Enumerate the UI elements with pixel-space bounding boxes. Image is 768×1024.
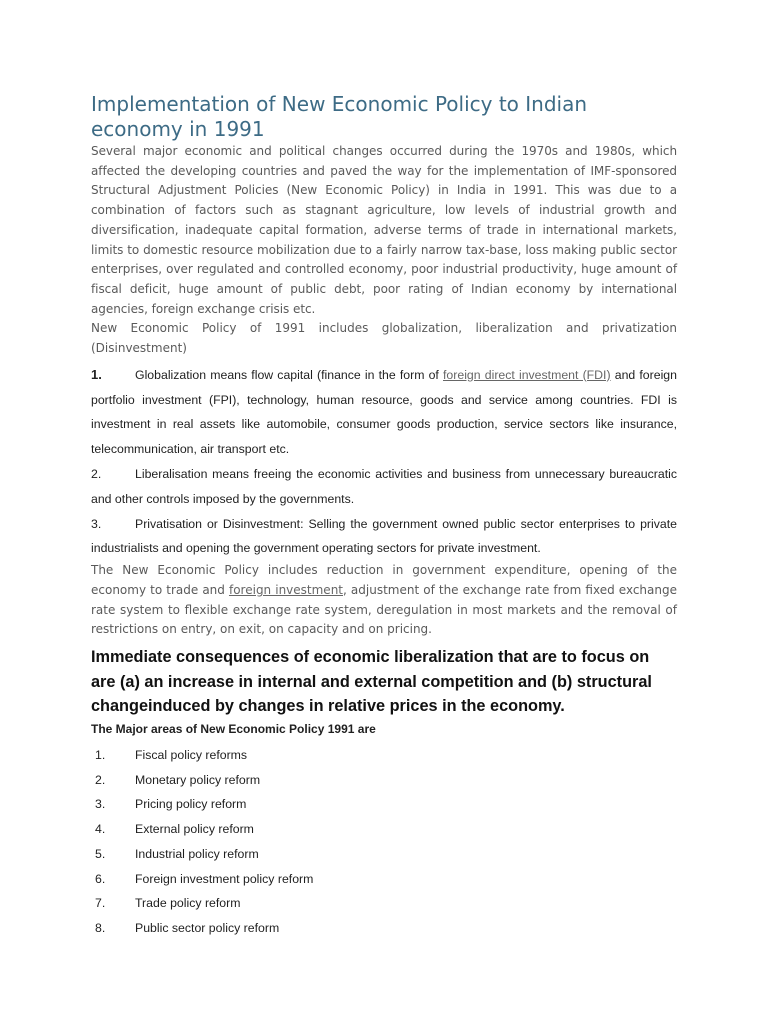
list-number: 6. [95,871,106,886]
list-number: 5. [95,846,106,861]
list-item-label: Trade policy reform [135,896,241,911]
article-body [91,92,677,941]
list-number: 7. [95,896,106,911]
list-item [91,462,677,512]
list-item-text: and foreign portfolio investment (FPI), technology, human resource, goods and service among countries. FDI is investment in real assets like automobile, consumer goods production, service sectors like insurance, telecommunication, air transport etc. [91,367,677,457]
policy-text: , adjustment of the exchange rate from fixed exchange rate system to flexible exchange rate system, deregulation in most markets and the removal of restrictions on entry, on exit, on capacity and on pricing. [91,582,677,637]
list-item [91,817,677,842]
list-item [91,792,677,817]
intro-paragraph: Several major economic and political changes occurred during the 1970s and 1980s, which affected the developing countries and paved the way for the implementation of IMF-sponsored Structural Adjustment Policies (New Economic Policy) in India in 1991. This was due to a combination of factors such as stagnant agriculture, low levels of industrial growth and diversification, inadequate capital formation, adverse terms of trade in international markets, limits to domestic resource mobilization due to a fairly narrow tax-base, loss making public sector enterprises, over regulated and controlled economy, poor industrial productivity, huge amount of fiscal deficit, huge amount of public debt, poor rating of Indian economy by international agencies, foreign exchange crisis etc. [91,144,677,316]
list-item-text: Liberalisation means freeing the economic activities and business from unnecessary bureaucratic and other controls imposed by the governments. [91,466,677,506]
list-item [91,867,677,892]
policy-text: The New Economic Policy includes reduction in government expenditure, opening of the economy to trade and [91,563,677,597]
list-item-text: Privatisation or Disinvestment: Selling the government owned public sector enterprises to private industrialists and opening the government operating sectors for private investment. [91,516,677,556]
list-number: 1. [95,747,106,762]
fdi-link[interactable]: foreign direct investment (FDI) [443,367,611,382]
list-number: 1. [91,366,102,382]
list-number: 8. [95,921,106,936]
list-item [91,891,677,916]
list-item [91,916,677,941]
list-item-text: Globalization means flow capital (finance in the form of [135,367,443,382]
list-item-label: Public sector policy reform [135,921,280,936]
list-item-label: Pricing policy reform [135,797,247,812]
list-item [91,512,677,562]
consequences-heading: Immediate consequences of economic liberalization that are to focus on are (a) an increase in internal and external competition and (b) structural changeinduced by changes in relative prices in the economy. [91,647,652,716]
includes-paragraph: New Economic Policy of 1991 includes globalization, liberalization and privatization (Disinvestment) [91,321,677,356]
list-number: 2. [95,772,106,787]
list-item [91,363,677,462]
list-item-label: Monetary policy reform [135,772,261,787]
list-item [91,842,677,867]
list-item-label: Fiscal policy reforms [135,747,248,762]
list-item-label: Foreign investment policy reform [135,871,314,886]
list-item-label: Industrial policy reform [135,846,259,861]
list-number: 3. [91,516,102,531]
areas-subheading: The Major areas of New Economic Policy 1991 are [91,721,376,736]
areas-list [91,743,677,941]
foreign-investment-link[interactable]: foreign investment [228,582,344,597]
policy-paragraph [91,561,677,640]
list-number: 3. [95,797,106,812]
list-item-label: External policy reform [135,822,254,837]
list-number: 2. [91,466,102,481]
pillars-list [91,363,677,561]
page-title: Implementation of New Economic Policy to Indian economy in 1991 [91,92,588,141]
list-item [91,768,677,793]
list-item [91,743,677,768]
list-number: 4. [95,822,106,837]
